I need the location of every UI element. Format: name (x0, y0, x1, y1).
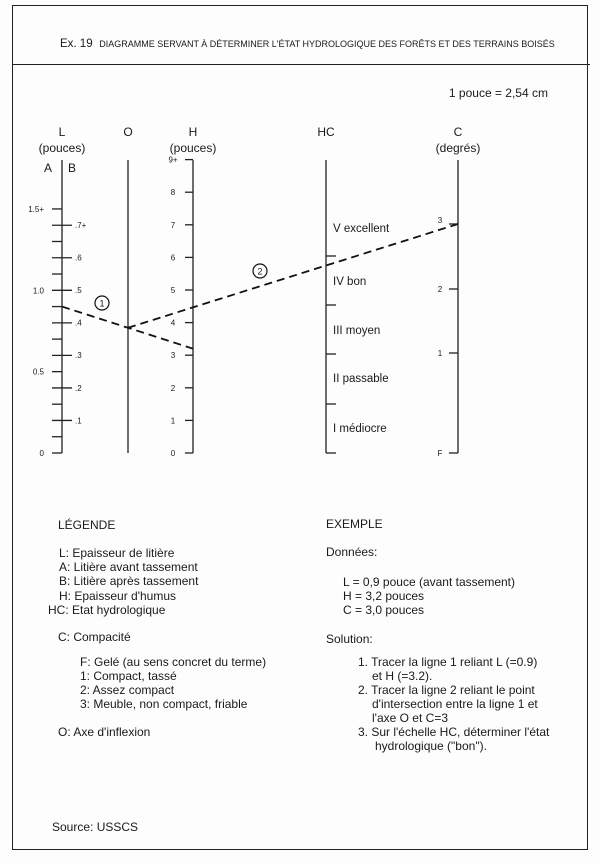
hc-class-label: II passable (333, 373, 389, 385)
axis-h-label: 6 (170, 253, 176, 263)
legend-compacite-item: 1: Compact, tassé (80, 669, 177, 683)
axis-h-label: 5 (170, 286, 176, 295)
example-line-2-marker-label: 2 (257, 266, 263, 277)
source-note: Source: USSCS (52, 820, 139, 834)
legend-item: L: Epaisseur de litière (59, 546, 175, 560)
hc-class-label: I médiocre (333, 423, 387, 435)
axis-l-name: L (58, 125, 66, 139)
axis-h-label: 9+ (168, 155, 178, 165)
example-line-1-marker-label: 1 (99, 298, 105, 309)
legend-compacite-item: 2: Assez compact (80, 683, 175, 697)
axis-l-b-label: .5 (75, 286, 82, 295)
legend-item: H: Epaisseur d'humus (59, 589, 177, 603)
example-line-2 (128, 224, 458, 328)
solution-step: 2. Tracer la ligne 2 reliant le point (358, 683, 535, 697)
axis-c-name: C (453, 125, 463, 139)
hc-class-label: III moyen (333, 325, 381, 337)
axis-l-b-label: .2 (75, 383, 82, 393)
axis-c-label: F (437, 449, 443, 458)
axis-l-b-label: .4 (75, 318, 82, 328)
axis-h-label: 1 (170, 416, 176, 426)
axis-c-label: 2 (437, 285, 443, 294)
axis-l-b-label: .3 (75, 351, 82, 361)
axis-l-b-label: .7+ (75, 220, 87, 230)
axis-h-unit: (pouces) (169, 141, 217, 155)
hc-class-label: V excellent (333, 223, 390, 235)
example-donnees: Données: (326, 545, 378, 559)
example-value: C = 3,0 pouces (343, 603, 425, 617)
legend-o-axis: O: Axe d'inflexion (58, 725, 151, 739)
example-solution: Solution: (326, 632, 373, 646)
legend-item: HC: Etat hydrologique (48, 603, 166, 617)
axis-l-a-label: 1.0 (32, 286, 44, 296)
solution-step: et H (=3.2). (372, 669, 433, 683)
example-title: EXEMPLE (326, 517, 383, 531)
axis-h-label: 0 (170, 449, 176, 458)
axis-h-name: H (188, 125, 198, 139)
axis-l-sub-a: A (43, 161, 53, 175)
exercise-number: Ex. 19 (60, 38, 93, 50)
axis-l-a-label: 1.5+ (28, 204, 44, 214)
axis-c-label: 3 (437, 216, 443, 225)
axis-l-a-label: 0.5 (32, 367, 44, 377)
axis-h-label: 2 (170, 383, 176, 393)
legend-compacite: C: Compacité (58, 630, 131, 644)
axis-l-b-label: .1 (75, 416, 82, 426)
axis-c-unit: (degrés) (435, 141, 481, 155)
axis-l-unit: (pouces) (38, 141, 86, 155)
example-value: L = 0,9 pouce (avant tassement) (343, 575, 515, 589)
legend-item: B: Litière après tassement (59, 574, 199, 588)
axis-l-b-label: .6 (75, 253, 82, 263)
legend-compacite-item: F: Gelé (au sens concret du terme) (80, 655, 267, 669)
legend-item: A: Litière avant tassement (59, 560, 198, 574)
solution-step: 1. Tracer la ligne 1 reliant L (=0.9) (358, 655, 538, 669)
axis-l-sub-b: B (67, 161, 77, 175)
title-text: DIAGRAMME SERVANT À DÉTERMINER L'ÉTAT HYDROLOGIQUE DES FORÊTS ET DES TERRAINS BOISÉS (99, 39, 555, 49)
axis-h-label: 4 (170, 318, 176, 328)
solution-step: hydrologique ("bon"). (375, 739, 487, 753)
solution-step: l'axe O et C=3 (372, 711, 448, 725)
axis-hc-name: HC (317, 125, 335, 139)
legend-compacite-item: 3: Meuble, non compact, friable (80, 697, 248, 711)
axis-o-name: O (123, 125, 133, 139)
solution-step: d'intersection entre la ligne 1 et (372, 697, 538, 711)
scale-note: 1 pouce = 2,54 cm (448, 86, 548, 100)
axis-h-label: 8 (170, 188, 176, 198)
axis-h-label: 7 (170, 220, 176, 230)
axis-l-a-label: 0 (39, 449, 44, 458)
hc-class-label: IV bon (333, 276, 367, 288)
axis-c-label: 1 (437, 349, 443, 358)
solution-step: 3. Sur l'échelle HC, déterminer l'état (358, 725, 550, 739)
axis-h-label: 3 (170, 351, 176, 361)
example-value: H = 3,2 pouces (343, 589, 425, 603)
legend-title: LÉGENDE (58, 518, 116, 532)
